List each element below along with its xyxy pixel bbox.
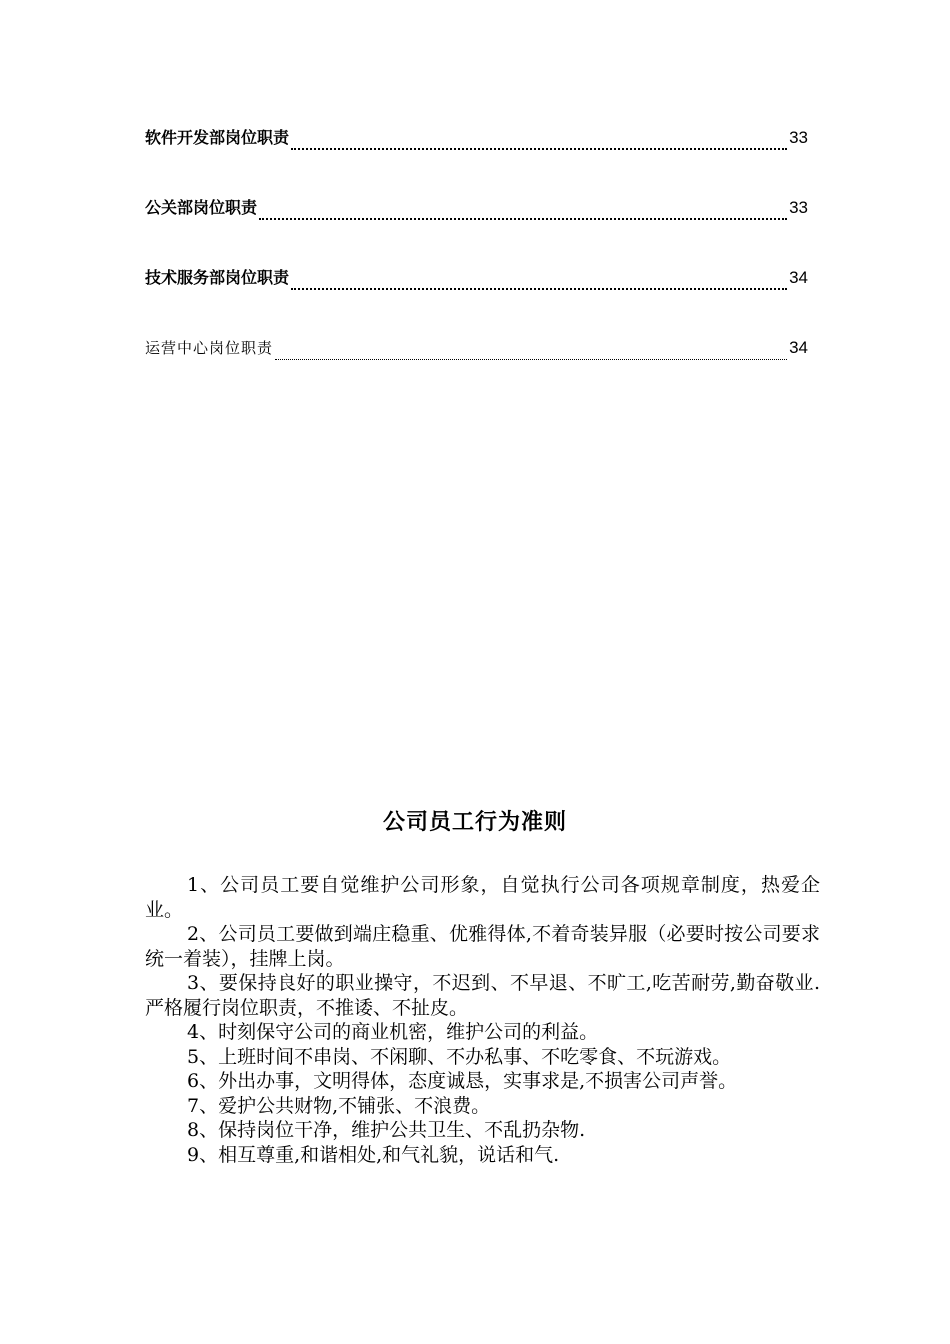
rule-item: 8、保持岗位干净，维护公共卫生、不乱扔杂物. bbox=[187, 1119, 586, 1141]
toc-entry-page: 34 bbox=[789, 338, 808, 357]
toc-entry[interactable] bbox=[145, 122, 808, 154]
toc-entry-title: 技术服务部岗位职责 bbox=[145, 268, 290, 287]
rule-item: 6、外出办事，文明得体，态度诚恳，实事求是,不损害公司声誉。 bbox=[187, 1070, 738, 1092]
toc-entry-page: 34 bbox=[789, 268, 808, 287]
table-of-contents bbox=[145, 122, 808, 402]
toc-entry[interactable] bbox=[145, 332, 808, 364]
toc-dot-leader bbox=[259, 218, 787, 220]
rule-item: 3、要保持良好的职业操守，不迟到、不早退、不旷工,吃苦耐劳,勤奋敬业.严格履行岗位职责，不推诿、不扯皮。 bbox=[145, 972, 820, 1019]
toc-dot-leader bbox=[275, 359, 787, 360]
toc-dot-leader bbox=[291, 148, 787, 150]
rule-item: 7、爱护公共财物,不铺张、不浪费。 bbox=[187, 1094, 491, 1117]
toc-entry[interactable] bbox=[145, 262, 808, 294]
rule-item: 2、公司员工要做到端庄稳重、优雅得体,不着奇装异服（必要时按公司要求统一着装），挂牌上岗。 bbox=[145, 923, 820, 970]
rules-list bbox=[145, 873, 820, 1167]
toc-entry-title: 公关部岗位职责 bbox=[145, 198, 258, 217]
toc-entry[interactable] bbox=[145, 192, 808, 224]
rule-item: 4、时刻保守公司的商业机密，维护公司的利益。 bbox=[187, 1021, 599, 1043]
rule-item: 1、公司员工要自觉维护公司形象，自觉执行公司各项规章制度，热爱企业。 bbox=[145, 874, 820, 921]
rule-item: 5、上班时间不串岗、不闲聊、不办私事、不吃零食、不玩游戏。 bbox=[187, 1045, 732, 1068]
toc-entry-page: 33 bbox=[789, 198, 808, 217]
toc-dot-leader bbox=[291, 288, 787, 290]
toc-entry-page: 33 bbox=[789, 128, 808, 147]
toc-entry-title: 运营中心岗位职责 bbox=[145, 339, 274, 357]
toc-entry-title: 软件开发部岗位职责 bbox=[145, 128, 290, 147]
section-title: 公司员工行为准则 bbox=[382, 809, 567, 835]
rule-item: 9、相互尊重,和谐相处,和气礼貌，说话和气. bbox=[187, 1143, 560, 1166]
